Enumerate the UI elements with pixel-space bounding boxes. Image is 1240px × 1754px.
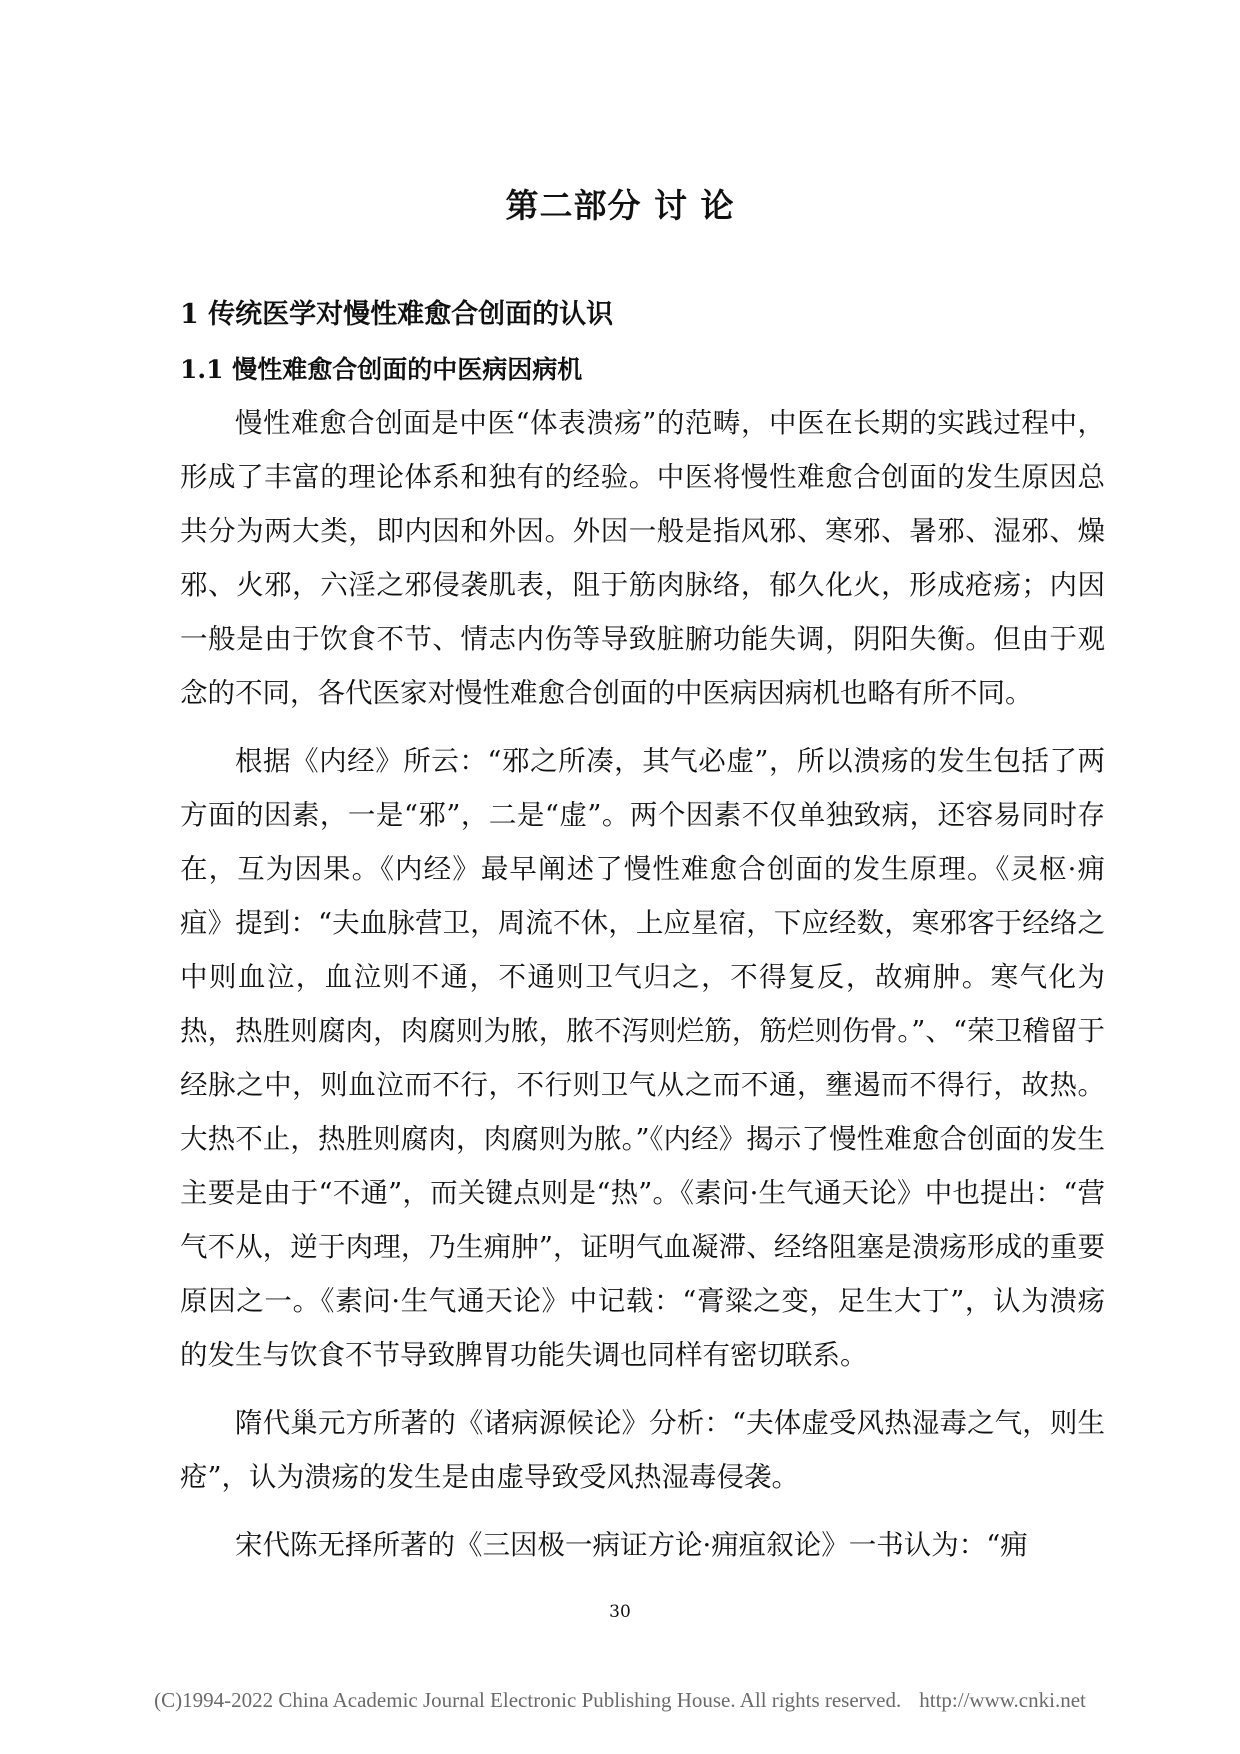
- copyright-footer: [0, 1688, 1240, 1713]
- page-number: 30: [609, 1602, 631, 1622]
- part-title: 第二部分 讨 论: [505, 186, 735, 225]
- copyright-text: (C)1994-2022 China Academic Journal Electronic Publishing House. All rights reserved.: [154, 1688, 902, 1712]
- paragraph: 隋代巢元方所著的《诸病源候论》分析：“夫体虚受风热湿毒之气，则生疮”，认为溃疡的发生是由虚导致受风热湿毒侵袭。: [180, 1407, 1105, 1493]
- paragraph: 根据《内经》所云：“邪之所凑，其气必虚”，所以溃疡的发生包括了两方面的因素，一是“邪”，二是“虚”。两个因素不仅单独致病，还容易同时存在，互为因果。《内经》最早阐述了慢性难愈合创面的发生原理。《灵枢·痈疽》提到：“夫血脉营卫，周流不休，上应星宿，下应经数，寒邪客于经络之中则血泣，血泣则不通，不通则卫气归之，不得复反，故痈肿。寒气化为热，热胜则腐肉，肉腐则为脓，脓不泻则烂筋，筋烂则伤骨。”、“荣卫稽留于经脉之中，则血泣而不行，不行则卫气从之而不通，壅遏而不得行，故热。大热不止，热胜则腐肉，肉腐则为脓。”《内经》揭示了慢性难愈合创面的发生主要是由于“不通”，而关键点则是“热”。《素问·生气通天论》中也提出：“营气不从，逆于肉理，乃生痈肿”，证明气血凝滞、经络阻塞是溃疡形成的重要原因之一。《素问·生气通天论》中记载：“膏粱之变，足生大丁”，认为溃疡的发生与饮食不节导致脾胃功能失调也同样有密切联系。: [180, 745, 1105, 1371]
- section-heading: 1 传统医学对慢性难愈合创面的认识: [180, 299, 614, 330]
- paragraph: 宋代陈无择所著的《三因极一病证方论·痈疽叙论》一书认为：“痈: [235, 1529, 1028, 1561]
- footer-url: http://www.cnki.net: [919, 1688, 1086, 1712]
- paragraph: 慢性难愈合创面是中医“体表溃疡”的范畴，中医在长期的实践过程中，形成了丰富的理论体系和独有的经验。中医将慢性难愈合创面的发生原因总共分为两大类，即内因和外因。外因一般是指风邪、寒邪、暑邪、湿邪、燥邪、火邪，六淫之邪侵袭肌表，阻于筋肉脉络，郁久化火，形成疮疡；内因一般是由于饮食不节、情志内伤等导致脏腑功能失调，阴阳失衡。但由于观念的不同，各代医家对慢性难愈合创面的中医病因病机也略有所不同。: [180, 407, 1105, 709]
- subsection-heading: 1.1 慢性难愈合创面的中医病因病机: [180, 355, 583, 384]
- body-text: [180, 396, 1105, 1586]
